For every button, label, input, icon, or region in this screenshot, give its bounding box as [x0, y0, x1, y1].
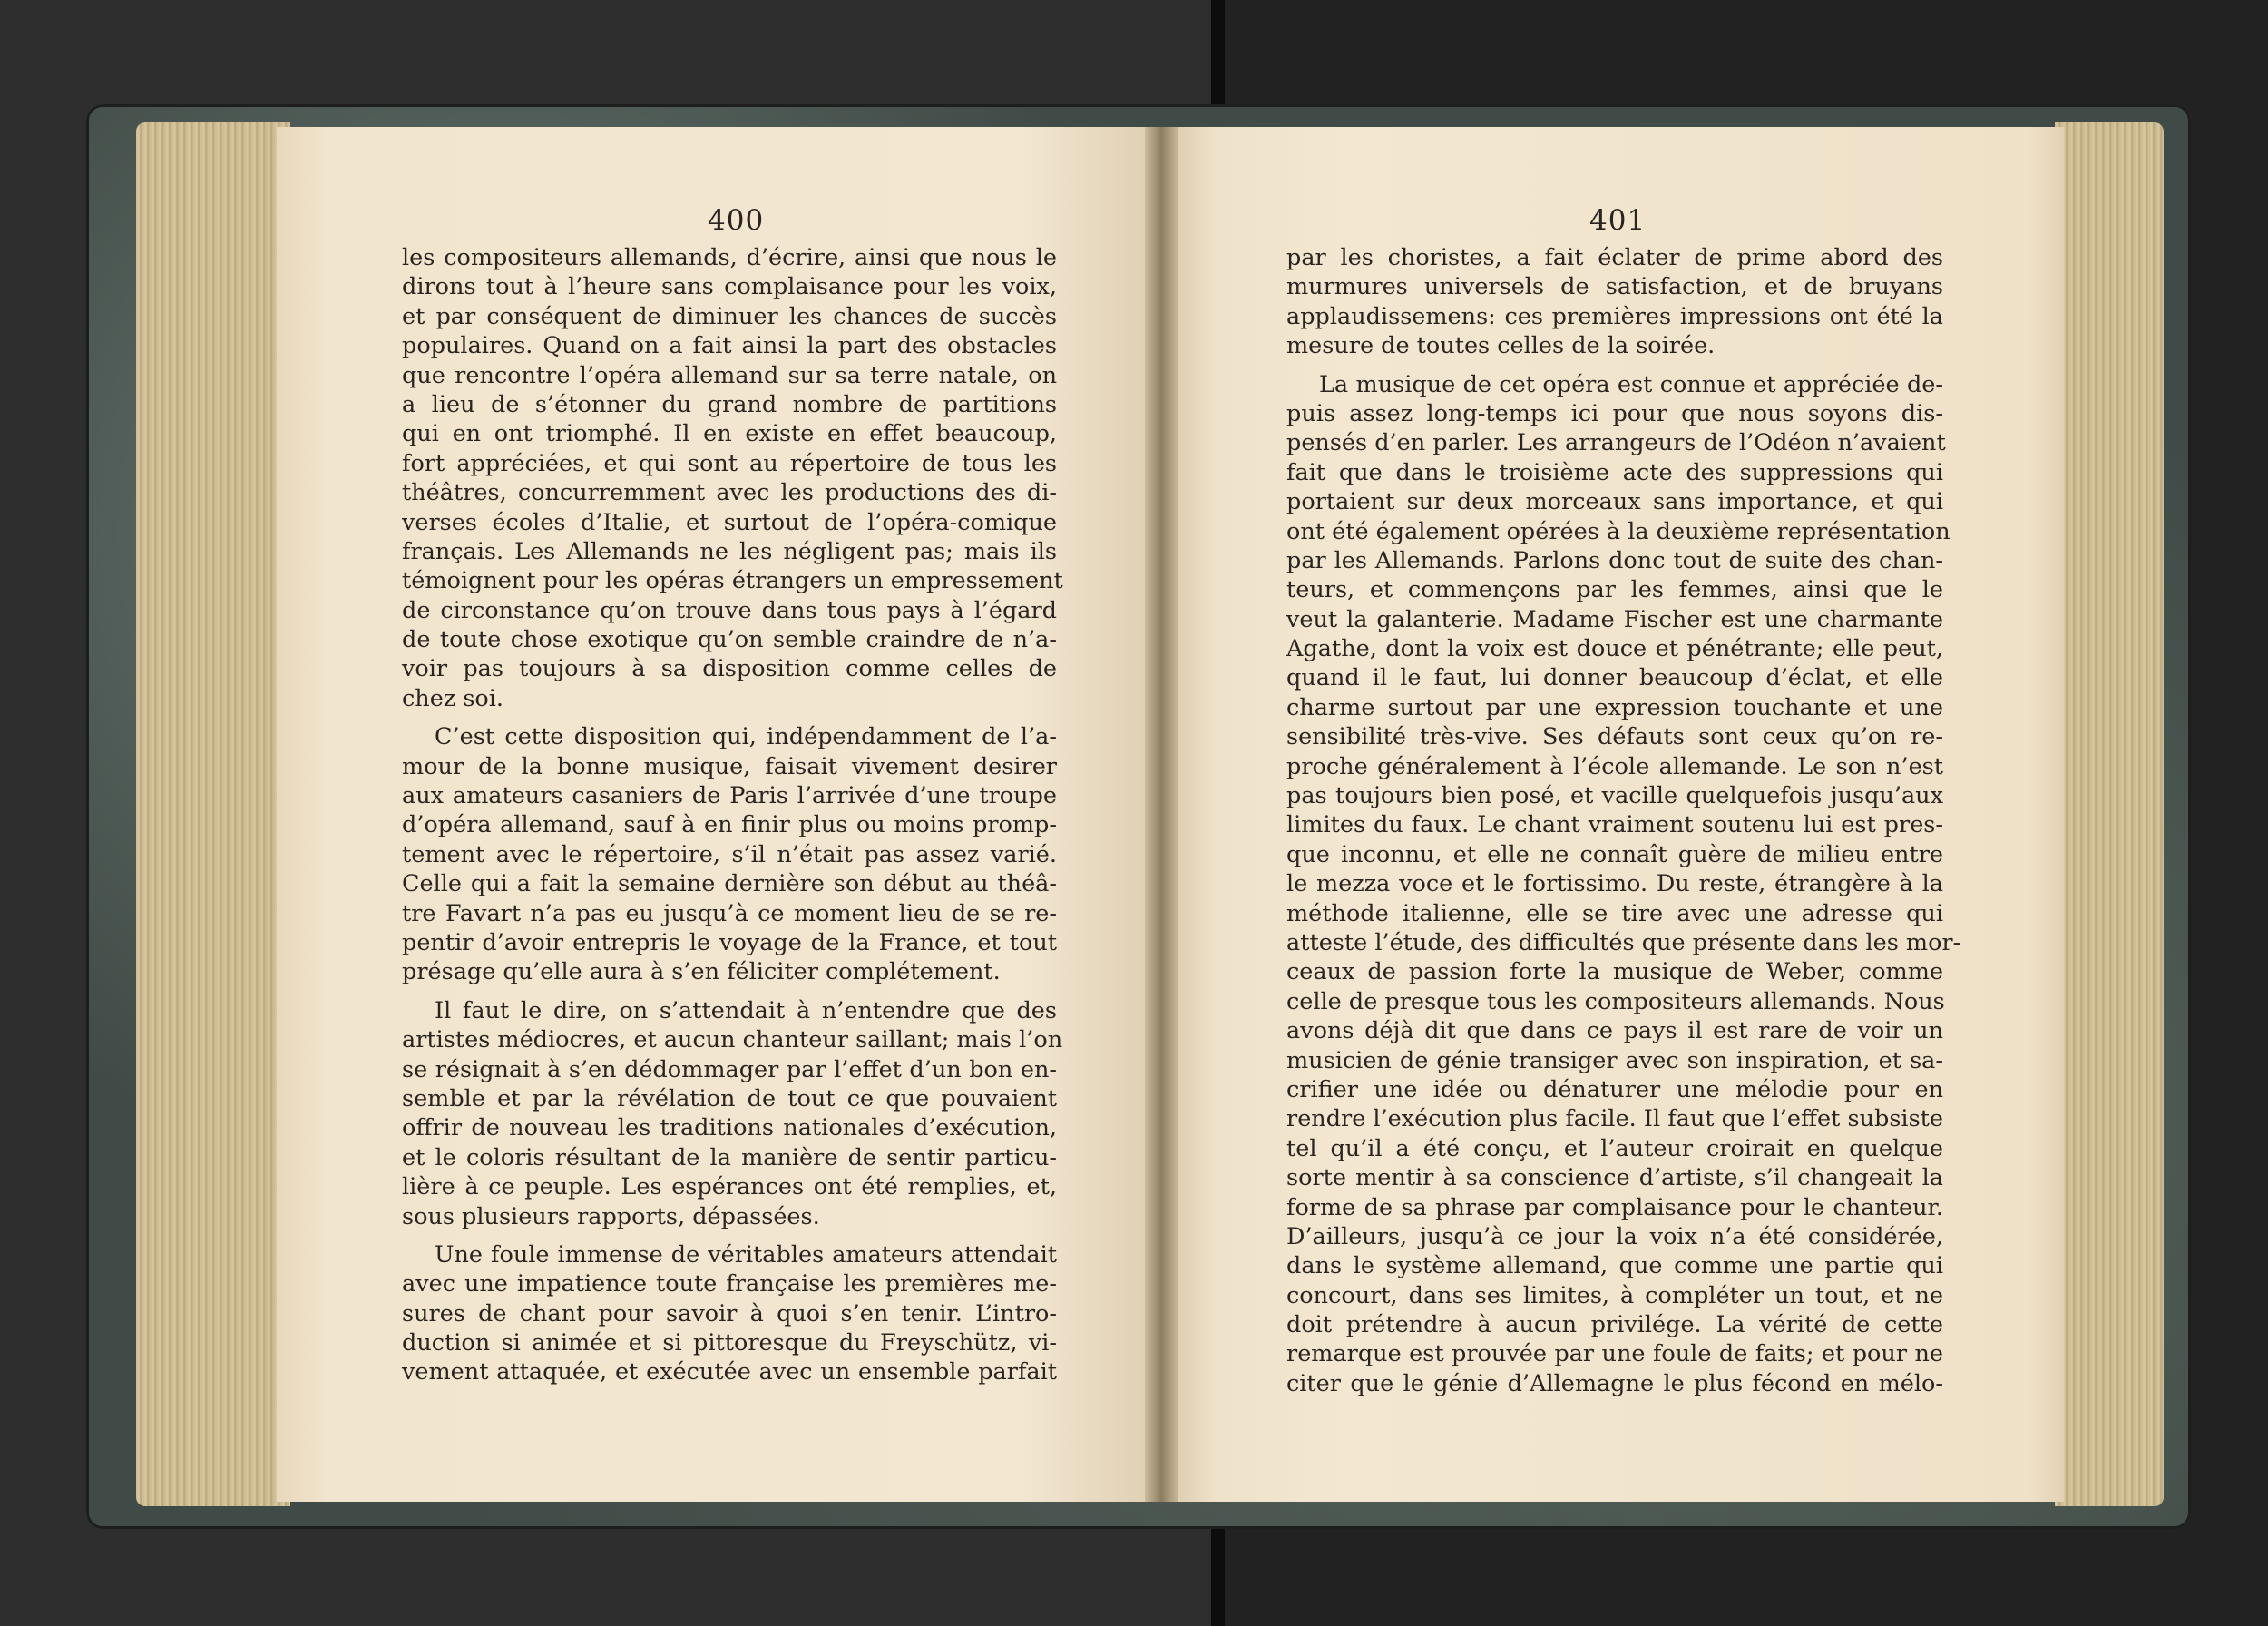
text-line: ceaux de passion forte la musique de Weber, comme — [1286, 958, 1943, 986]
text-line: charme surtout par une expression touchante et une — [1286, 693, 1943, 721]
text-line: applaudissemens: ces premières impressions ont été la — [1286, 302, 1943, 330]
paragraph-gap — [1286, 361, 1943, 370]
text-line: celle de presque tous les compositeurs allemands. Nous — [1286, 987, 1945, 1015]
text-line: veut la galanterie. Madame Fischer est une charmante — [1286, 605, 1943, 633]
text-line: sures de chant pour savoir à quoi s’en tenir. L’intro- — [402, 1299, 1057, 1327]
left-page-text — [402, 243, 1063, 1387]
page-stack-right — [2055, 122, 2164, 1506]
text-line: que inconnu, et elle ne connaît guère de milieu entre — [1286, 840, 1943, 868]
text-line: dans le système allemand, que comme une partie qui — [1286, 1252, 1943, 1280]
text-line: voir pas toujours à sa disposition comme celles de — [402, 655, 1057, 683]
text-line: D’ailleurs, jusqu’à ce jour la voix n’a été considérée, — [1286, 1222, 1943, 1250]
text-line: mour de la bonne musique, faisait vivement desirer — [402, 752, 1057, 780]
text-line: pas toujours bien posé, et vacille quelquefois jusqu’aux — [1286, 782, 1943, 810]
text-line: Il faut le dire, on s’attendait à n’entendre que des — [435, 996, 1057, 1024]
text-line: murmures universels de satisfaction, et de bruyans — [1286, 273, 1943, 301]
text-line: sous plusieurs rapports, dépassées. — [402, 1202, 820, 1230]
text-line: méthode italienne, elle se tire avec une adresse qui — [1286, 899, 1943, 927]
text-line: témoignent pour les opéras étrangers un empressement — [402, 567, 1063, 595]
text-line: La musique de cet opéra est connue et appréciée de- — [1319, 370, 1943, 398]
text-line: par les choristes, a fait éclater de prime abord des — [1286, 244, 1943, 271]
book-gutter — [1145, 127, 1178, 1502]
text-line: rendre l’exécution plus facile. Il faut que l’effet subsiste — [1286, 1105, 1943, 1133]
text-line: tel qu’il a été conçu, et l’auteur croirait en quelque — [1286, 1134, 1943, 1162]
text-line: concourt, dans ses limites, à compléter un tout, et ne — [1286, 1281, 1943, 1309]
text-line: fait que dans le troisième acte des suppressions qui — [1286, 458, 1943, 486]
text-line: avons déjà dit que dans ce pays il est rare de voir un — [1286, 1017, 1943, 1045]
text-line: Une foule immense de véritables amateurs attendait — [435, 1240, 1057, 1268]
text-line: doit prétendre à aucun privilége. La vérité de cette — [1286, 1311, 1943, 1339]
text-line: et le coloris résultant de la manière de sentir particu- — [402, 1143, 1057, 1171]
text-line: limites du faux. Le chant vraiment soutenu lui est pres- — [1286, 811, 1943, 839]
text-line: crifier une idée ou dénaturer une mélodie pour en — [1286, 1075, 1943, 1103]
text-line: musicien de génie transiger avec son inspiration, et sa- — [1286, 1046, 1943, 1074]
text-line: par les Allemands. Parlons donc tout de suite des chan- — [1286, 546, 1943, 574]
text-line: présage qu’elle aura à s’en féliciter complétement. — [402, 958, 1001, 986]
text-line: populaires. Quand on a fait ainsi la part des obstacles — [402, 332, 1057, 360]
right-page-text — [1286, 243, 1961, 1398]
text-line: théâtres, concurremment avec les productions des di- — [402, 479, 1057, 507]
text-line: puis assez long-temps ici pour que nous soyons dis- — [1286, 399, 1943, 427]
text-line: atteste l’étude, des difficultés que présente dans les mor- — [1286, 928, 1961, 956]
text-line: artistes médiocres, et aucun chanteur saillant; mais l’on — [402, 1026, 1063, 1054]
page-number-left: 400 — [708, 204, 765, 237]
text-line: fort appréciées, et qui sont au répertoire de tous les — [402, 449, 1057, 477]
text-line: sorte mentir à sa conscience d’artiste, s’il changeait la — [1286, 1164, 1943, 1192]
text-line: avec une impatience toute française les premières me- — [402, 1270, 1057, 1298]
text-line: forme de sa phrase par complaisance pour le chanteur. — [1286, 1193, 1943, 1221]
text-line: Agathe, dont la voix est douce et pénétrante; elle peut, — [1286, 635, 1943, 663]
paragraph-gap — [402, 1231, 1057, 1240]
text-line: portaient sur deux morceaux sans importance, et qui — [1286, 488, 1943, 516]
text-line: duction si animée et si pittoresque du Freyschütz, vi- — [402, 1329, 1057, 1357]
paragraph-gap — [402, 713, 1057, 722]
text-line: pentir d’avoir entrepris le voyage de la France, et tout — [402, 928, 1057, 956]
text-line: remarque est prouvée par une foule de faits; et pour ne — [1286, 1340, 1943, 1368]
text-line: et par conséquent de diminuer les chances de succès — [402, 302, 1057, 330]
text-line: de toute chose exotique qu’on semble craindre de n’a- — [402, 626, 1057, 654]
text-line: Celle qui a fait la semaine dernière son début au théâ- — [402, 870, 1057, 898]
text-line: chez soi. — [402, 684, 504, 712]
text-line: les compositeurs allemands, d’écrire, ainsi que nous le — [402, 244, 1057, 271]
text-line: tre Favart n’a pas eu jusqu’à ce moment lieu de se re- — [402, 899, 1057, 927]
text-line: pensés d’en parler. Les arrangeurs de l’Odéon n’avaient — [1286, 429, 1946, 457]
text-line: tement avec le répertoire, s’il n’était pas assez varié. — [402, 840, 1057, 868]
text-line: sensibilité très-vive. Ses défauts sont ceux qu’on re- — [1286, 723, 1943, 751]
text-line: lière à ce peuple. Les espérances ont été remplies, et, — [402, 1173, 1057, 1201]
text-line: le mezza voce et le fortissimo. Du reste, étrangère à la — [1286, 870, 1943, 898]
text-line: qui en ont triomphé. Il en existe en effet beaucoup, — [402, 420, 1057, 448]
text-line: citer que le génie d’Allemagne le plus fécond en mélo- — [1286, 1369, 1943, 1397]
text-line: verses écoles d’Italie, et surtout de l’opéra-comique — [402, 508, 1057, 536]
paragraph-gap — [402, 987, 1057, 996]
text-line: d’opéra allemand, sauf à en finir plus ou moins promp- — [402, 811, 1057, 839]
text-line: dirons tout à l’heure sans complaisance pour les voix, — [402, 273, 1057, 301]
text-line: a lieu de s’étonner du grand nombre de partitions — [402, 390, 1057, 418]
text-line: proche généralement à l’école allemande. Le son n’est — [1286, 752, 1943, 780]
text-line: semble et par la révélation de tout ce que pouvaient — [402, 1084, 1057, 1112]
text-line: de circonstance qu’on trouve dans tous pays à l’égard — [402, 596, 1057, 624]
text-line: teurs, et commençons par les femmes, ainsi que le — [1286, 576, 1943, 604]
text-line: quand il le faut, lui donner beaucoup d’éclat, et elle — [1286, 664, 1943, 692]
text-line: offrir de nouveau les traditions nationales d’exécution, — [402, 1114, 1057, 1142]
text-line: se résignait à s’en dédommager par l’effet d’un bon en- — [402, 1055, 1057, 1083]
page-number-right: 401 — [1589, 204, 1647, 237]
text-line: français. Les Allemands ne les négligent pas; mais ils — [402, 537, 1057, 565]
page-stack-left — [136, 122, 290, 1506]
text-line: que rencontre l’opéra allemand sur sa terre natale, on — [402, 361, 1057, 389]
text-line: mesure de toutes celles de la soirée. — [1286, 332, 1716, 360]
text-line: aux amateurs casaniers de Paris l’arrivée d’une troupe — [402, 782, 1057, 810]
text-line: C’est cette disposition qui, indépendamment de l’a- — [435, 723, 1057, 751]
text-line: vement attaquée, et exécutée avec un ensemble parfait — [402, 1358, 1057, 1386]
text-line: ont été également opérées à la deuxième représentation — [1286, 517, 1950, 545]
